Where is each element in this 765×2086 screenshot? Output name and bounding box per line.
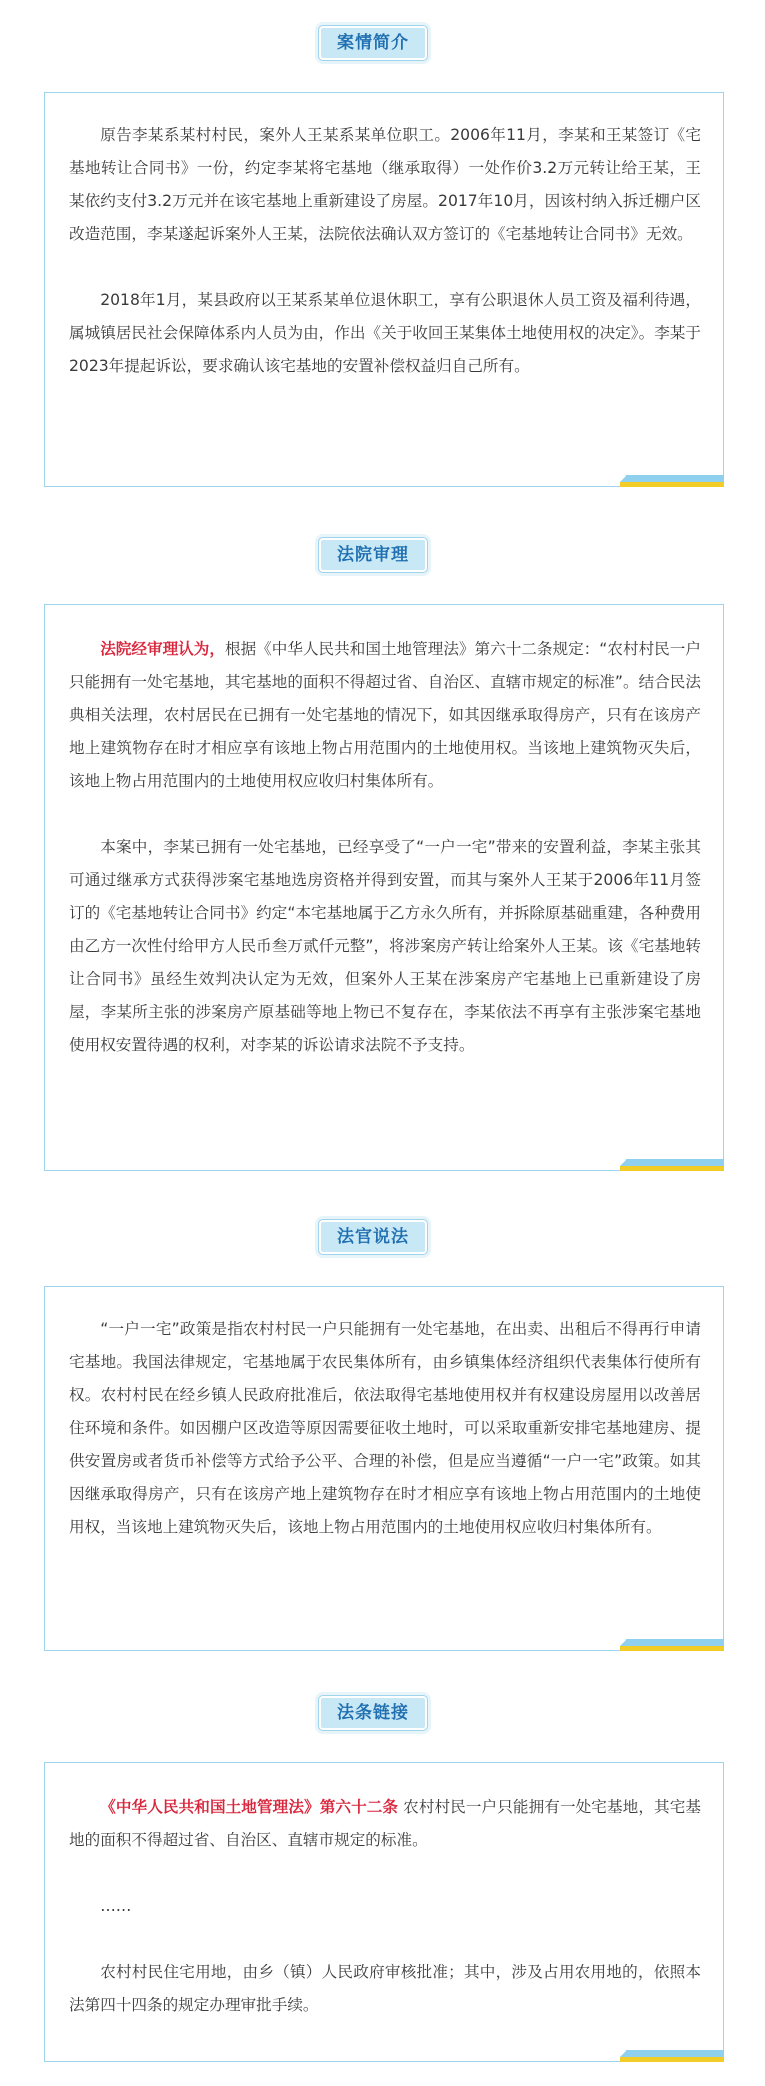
paragraph xyxy=(69,1791,701,1857)
section-tag: 法条链接 xyxy=(319,1696,427,1730)
paragraph: 农村村民住宅用地，由乡（镇）人民政府审核批准；其中，涉及占用农用地的，依照本法第四十四条的规定办理审批手续。 xyxy=(69,1963,701,2014)
paragraph-text: 根据《中华人民共和国土地管理法》第六十二条规定：“农村村民一户只能拥有一处宅基地，其宅基地的面积不得超过省、自治区、直辖市规定的标准”。结合民法典相关法理，农村居民在已拥有一处宅基地的情况下，如其因继承取得房产，只有在该房产地上建筑物存在时才相应享有该地上物占用范围内的土地使用权。当该地上建筑物灭失后，该地上物占用范围内的土地使用权应收归村集体所有。 xyxy=(69,640,701,790)
court-hearing-box xyxy=(44,604,724,1171)
section-header-judge-says xyxy=(0,1212,765,1258)
paragraph xyxy=(69,633,701,798)
judge-says-box xyxy=(44,1286,724,1651)
paragraph: “一户一宅”政策是指农村村民一户只能拥有一处宅基地，在出卖、出租后不得再行申请宅基地。我国法律规定，宅基地属于农民集体所有，由乡镇集体经济组织代表集体行使所有权。农村村民在经乡镇人民政府批准后，依法取得宅基地使用权并有权建设房屋用以改善居住环境和条件。如因棚户区改造等原因需要征收土地时，可以采取重新安排宅基地建房、提供安置房或者货币补偿等方式给予公平、合理的补偿，但是应当遵循“一户一宅”政策。如其因继承取得房产，只有在该房产地上建筑物存在时才相应享有该地上物占用范围内的土地使用权，当该地上建筑物灭失后，该地上物占用范围内的土地使用权应收归村集体所有。 xyxy=(69,1320,701,1536)
section-tag: 案情简介 xyxy=(319,26,427,60)
section-header-court-hearing xyxy=(0,530,765,576)
section-header-law-link xyxy=(0,1688,765,1734)
section-tag: 法官说法 xyxy=(319,1220,427,1254)
paragraph: 本案中，李某已拥有一处宅基地，已经享受了“一户一宅”带来的安置利益，李某主张其可通过继承方式获得涉案宅基地选房资格并得到安置，而其与案外人王某于2006年11月签订的《宅基地转让合同书》约定“本宅基地属于乙方永久所有，并拆除原基础重建，各种费用由乙方一次性付给甲方人民币叁万贰仟元整”，将涉案房产转让给案外人王某。该《宅基地转让合同书》虽经生效判决认定为无效，但案外人王某在涉案房产宅基地上已重新建设了房屋，李某所主张的涉案房产原基础等地上物已不复存在，李某依法不再享有主张涉案宅基地使用权安置待遇的权利，对李某的诉讼请求法院不予支持。 xyxy=(69,838,701,1054)
corner-decoration xyxy=(620,475,724,487)
case-summary-box xyxy=(44,92,724,487)
law-article-title: 《中华人民共和国土地管理法》第六十二条 xyxy=(100,1798,399,1816)
highlight-lead: 法院经审理认为， xyxy=(100,640,225,658)
paragraph-text: 农村村民一户只能拥有一处宅基地，其宅基地的面积不得超过省、自治区、直辖市规定的标准。 xyxy=(69,1798,701,1849)
paragraph: 原告李某系某村村民，案外人王某系某单位职工。2006年11月，李某和王某签订《宅基地转让合同书》一份，约定李某将宅基地（继承取得）一处作价3.2万元转让给王某，王某依约支付3.2万元并在该宅基地上重新建设了房屋。2017年10月，因该村纳入拆迁棚户区改造范围，李某遂起诉案外人王某，法院依法确认双方签订的《宅基地转让合同书》无效。 xyxy=(69,126,701,243)
corner-decoration xyxy=(620,1639,724,1651)
paragraph: 2018年1月，某县政府以王某系某单位退休职工，享有公职退休人员工资及福利待遇，属城镇居民社会保障体系内人员为由，作出《关于收回王某集体土地使用权的决定》。李某于2023年提起诉讼，要求确认该宅基地的安置补偿权益归自己所有。 xyxy=(69,291,701,375)
corner-decoration xyxy=(620,2050,724,2062)
section-header-case-summary xyxy=(0,18,765,64)
section-tag: 法院审理 xyxy=(319,538,427,572)
ellipsis: …… xyxy=(100,1897,132,1915)
law-link-box xyxy=(44,1762,724,2062)
corner-decoration xyxy=(620,1159,724,1171)
